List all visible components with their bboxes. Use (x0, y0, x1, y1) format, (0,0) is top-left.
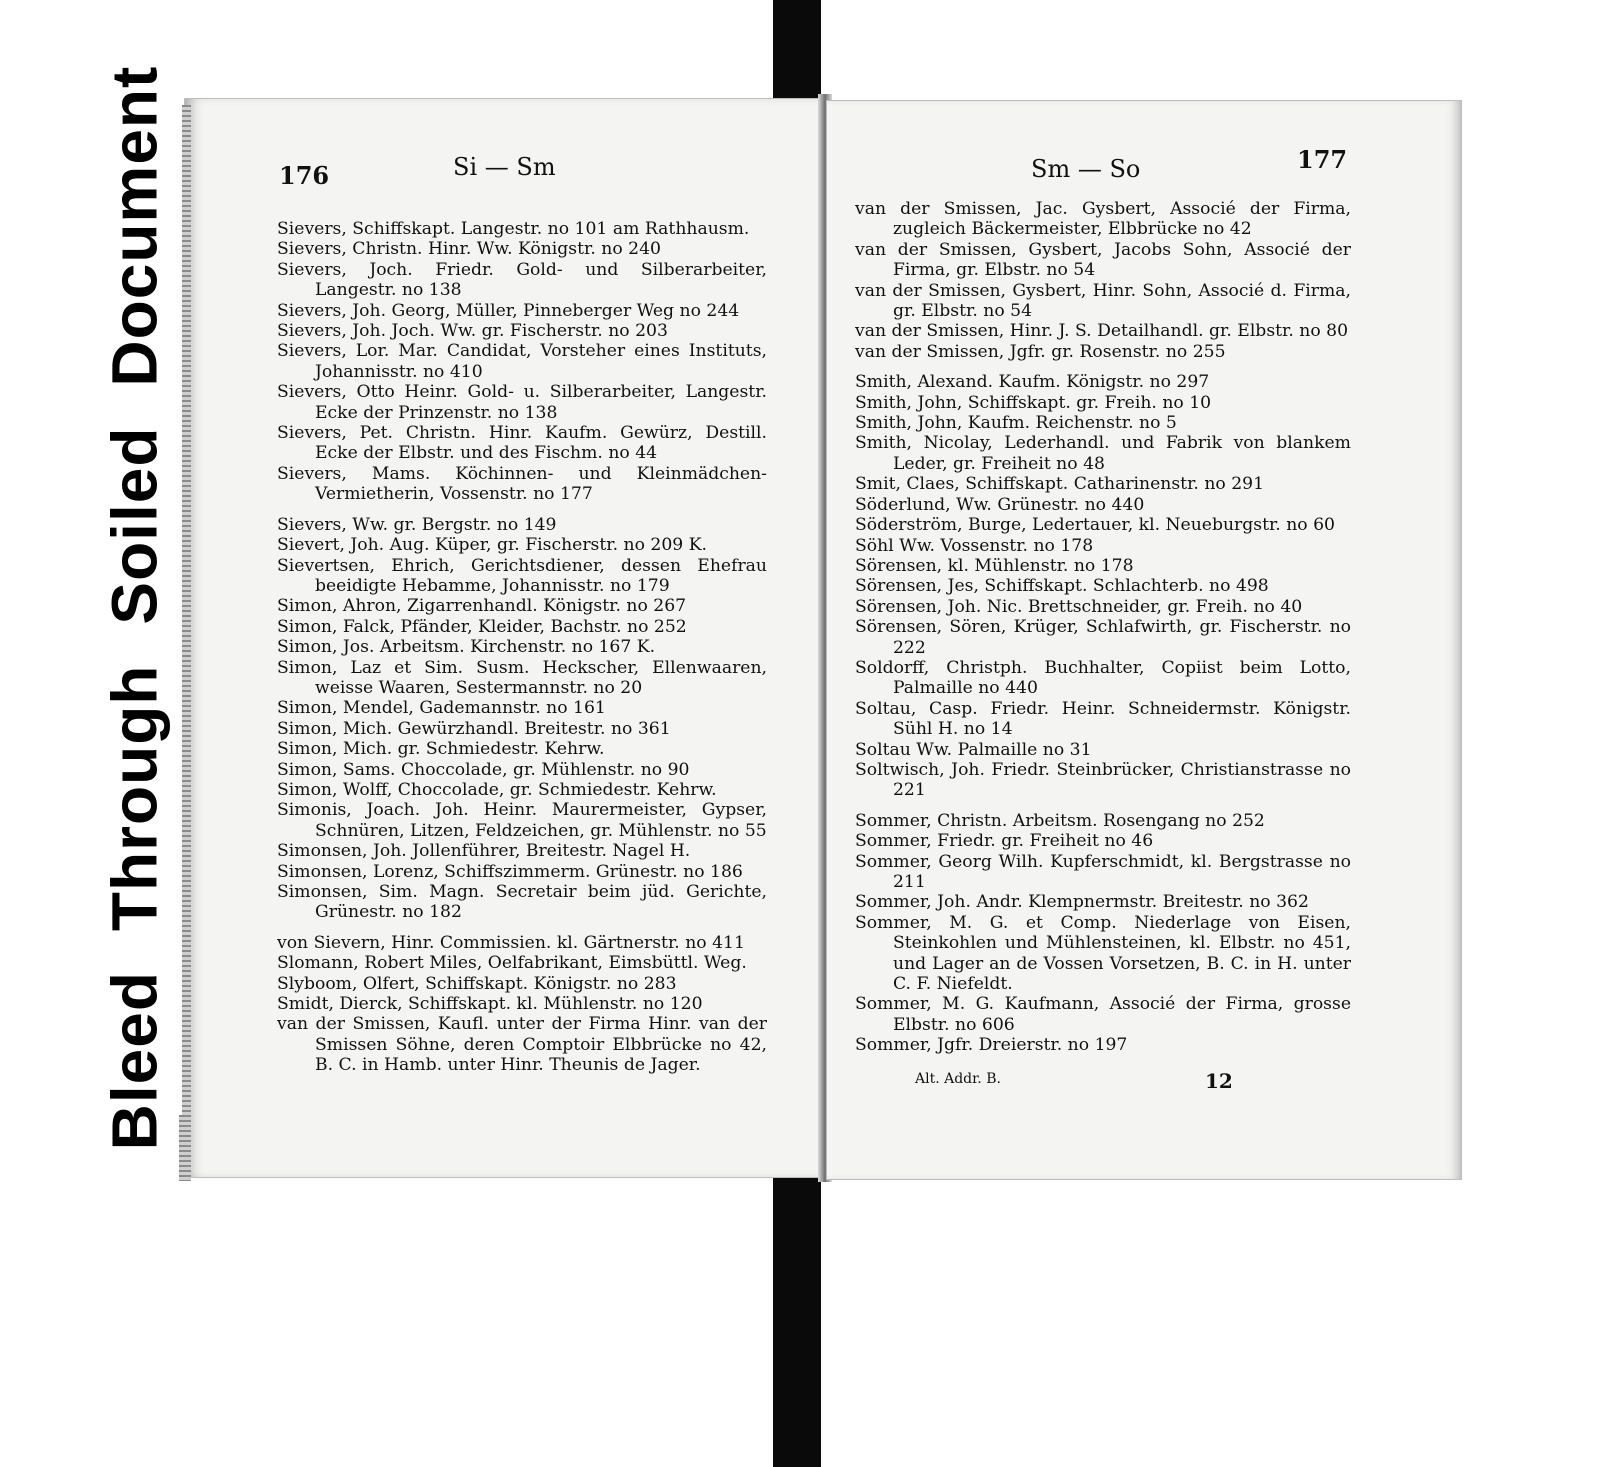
directory-entry: Sörensen, Sören, Krüger, Schlafwirth, gr. Fischerstr. no 222 (855, 617, 1351, 658)
directory-entry: Sievert, Joh. Aug. Küper, gr. Fischerstr. no 209 K. (277, 535, 707, 556)
directory-entry: Söhl Ww. Vossenstr. no 178 (855, 535, 1094, 556)
directory-entry: Simonsen, Joh. Jollenführer, Breitestr. Nagel H. (277, 841, 691, 862)
directory-entry: Sommer, Joh. Andr. Klempnermstr. Breitestr. no 362 (855, 892, 1309, 913)
directory-entry: Simon, Ahron, Zigarrenhandl. Königstr. no 267 (277, 596, 687, 617)
directory-entry: Simon, Falck, Pfänder, Kleider, Bachstr. no 252 (277, 616, 687, 637)
directory-entry: Soldorff, Christph. Buchhalter, Copiist beim Lotto, Palmaille no 440 (855, 657, 1351, 699)
directory-entry: Sörensen, Joh. Nic. Brettschneider, gr. Freih. no 40 (855, 596, 1303, 617)
directory-entry: Simonis, Joach. Joh. Heinr. Maurermeister, Gypser, Schnüren, Litzen, Feldzeichen, gr. Mühlenstr. no 55 (277, 800, 767, 841)
directory-entry: van der Smissen, Gysbert, Hinr. Sohn, Associé d. Firma, gr. Elbstr. no 54 (855, 280, 1351, 322)
left-entry-list (277, 219, 767, 1076)
directory-entry: Söderlund, Ww. Grünestr. no 440 (855, 494, 1145, 515)
directory-entry: Sommer, Christn. Arbeitsm. Rosengang no 252 (855, 810, 1265, 831)
directory-entry: Sievers, Pet. Christn. Hinr. Kaufm. Gewürz, Destill. Ecke der Elbstr. und des Fischm. no 44 (277, 423, 767, 464)
directory-entry: Sörensen, kl. Mühlenstr. no 178 (855, 555, 1134, 576)
right-page (826, 100, 1462, 1180)
directory-entry: Simon, Mich. Gewürzhandl. Breitestr. no 361 (277, 718, 671, 739)
left-page-number: 176 (279, 161, 330, 190)
banner-word-through: Through (98, 664, 171, 932)
directory-entry: Smidt, Dierck, Schiffskapt. kl. Mühlenstr. no 120 (277, 994, 703, 1015)
directory-entry: Sievers, Lor. Mar. Candidat, Vorsteher eines Instituts, Johannisstr. no 410 (277, 341, 767, 382)
binding-strap-top (773, 0, 821, 104)
directory-entry: Simon, Mendel, Gademannstr. no 161 (277, 698, 606, 719)
directory-entry: Sievers, Mams. Köchinnen- und Kleinmädchen-Vermietherin, Vossenstr. no 177 (277, 463, 767, 505)
directory-entry: Sommer, Jgfr. Dreierstr. no 197 (855, 1035, 1128, 1056)
directory-entry: Smith, Alexand. Kaufm. Königstr. no 297 (855, 372, 1210, 393)
open-book (184, 94, 1464, 1184)
directory-entry: Sörensen, Jes, Schiffskapt. Schlachterb. no 498 (855, 576, 1269, 597)
directory-entry: Sievers, Ww. gr. Bergstr. no 149 (277, 514, 557, 535)
directory-entry: von Sievern, Hinr. Commissien. kl. Gärtnerstr. no 411 (277, 932, 745, 953)
directory-entry: Sievertsen, Ehrich, Gerichtsdiener, dessen Ehefrau beeidigte Hebamme, Johannisstr. no 179 (277, 555, 767, 596)
directory-entry: Slomann, Robert Miles, Oelfabrikant, Eimsbüttl. Weg. (277, 953, 747, 974)
directory-entry: Smit, Claes, Schiffskapt. Catharinenstr. no 291 (855, 474, 1265, 495)
signature-mark: 12 (1205, 1069, 1233, 1093)
directory-entry: Smith, John, Schiffskapt. gr. Freih. no 10 (855, 392, 1212, 413)
banner-word-soiled: Soiled (98, 426, 171, 625)
directory-entry: Simon, Laz et Sim. Susm. Heckscher, Ellenwaaren, weisse Waaren, Sestermannstr. no 20 (277, 657, 767, 698)
directory-entry: Soltwisch, Joh. Friedr. Steinbrücker, Christianstrasse no 221 (855, 759, 1351, 801)
directory-entry: Soltau Ww. Palmaille no 31 (855, 739, 1092, 760)
directory-entry: Söderström, Burge, Ledertauer, kl. Neueburgstr. no 60 (855, 515, 1335, 536)
left-page (184, 98, 824, 1178)
directory-entry: Simon, Jos. Arbeitsm. Kirchenstr. no 167 K. (277, 637, 656, 658)
right-page-number: 177 (1297, 145, 1348, 174)
banner-word-bleed: Bleed (98, 971, 171, 1151)
directory-entry: Sievers, Otto Heinr. Gold- u. Silberarbeiter, Langestr. Ecke der Prinzenstr. no 138 (277, 382, 767, 423)
directory-entry: Simon, Mich. gr. Schmiedestr. Kehrw. (277, 739, 605, 760)
banner-word-document: Document (98, 65, 171, 387)
directory-entry: Smith, John, Kaufm. Reichenstr. no 5 (855, 413, 1177, 434)
directory-entry: Sievers, Joh. Georg, Müller, Pinneberger Weg no 244 (277, 300, 740, 321)
directory-entry: van der Smissen, Jac. Gysbert, Associé der Firma, zugleich Bäckermeister, Elbbrücke no 42 (855, 199, 1351, 240)
directory-entry: Simon, Sams. Choccolade, gr. Mühlenstr. no 90 (277, 759, 690, 780)
directory-entry: Simonsen, Sim. Magn. Secretair beim jüd. Gerichte, Grünestr. no 182 (277, 882, 767, 923)
binding-strap-bottom (773, 1169, 821, 1467)
directory-entry: Sommer, M. G. Kaufmann, Associé der Firma, grosse Elbstr. no 606 (855, 994, 1351, 1035)
directory-entry: Slyboom, Olfert, Schiffskapt. Königstr. no 283 (277, 973, 677, 994)
directory-entry: Sievers, Joh. Joch. Ww. gr. Fischerstr. no 203 (277, 321, 668, 342)
directory-entry: Sievers, Joch. Friedr. Gold- und Silberarbeiter, Langestr. no 138 (277, 259, 767, 301)
right-page-header: Sm — So (1031, 155, 1141, 183)
directory-entry: Smith, Nicolay, Lederhandl. und Fabrik von blankem Leder, gr. Freiheit no 48 (855, 433, 1351, 474)
directory-entry: van der Smissen, Kaufl. unter der Firma Hinr. van der Smissen Söhne, deren Comptoir Elbbrücke no 42, B. C. in Hamb. unter Hinr. Theunis de Jager. (277, 1014, 767, 1076)
directory-entry: Sievers, Christn. Hinr. Ww. Königstr. no 240 (277, 239, 661, 260)
directory-entry: van der Smissen, Hinr. J. S. Detailhandl. gr. Elbstr. no 80 (855, 321, 1349, 342)
directory-entry: Sievers, Schiffskapt. Langestr. no 101 am Rathhausm. (277, 219, 750, 239)
directory-entry: Simonsen, Lorenz, Schiffszimmerm. Grünestr. no 186 (277, 861, 743, 882)
right-entry-list (855, 199, 1351, 1056)
directory-entry: van der Smissen, Gysbert, Jacobs Sohn, Associé der Firma, gr. Elbstr. no 54 (855, 239, 1351, 281)
directory-entry: Simon, Wolff, Choccolade, gr. Schmiedestr. Kehrw. (277, 779, 717, 800)
directory-entry: Sommer, Friedr. gr. Freiheit no 46 (855, 831, 1154, 852)
directory-entry: Sommer, Georg Wilh. Kupferschmidt, kl. Bergstrasse no 211 (855, 851, 1351, 892)
footer-note: Alt. Addr. B. (915, 1071, 1001, 1087)
directory-entry: Soltau, Casp. Friedr. Heinr. Schneidermstr. Königstr. Sühl H. no 14 (855, 698, 1351, 740)
left-page-header: Si — Sm (453, 153, 556, 181)
directory-entry: van der Smissen, Jgfr. gr. Rosenstr. no 255 (855, 341, 1226, 362)
bleed-through-soiled-banner (86, 65, 182, 1151)
directory-entry: Sommer, M. G. et Comp. Niederlage von Eisen, Steinkohlen und Mühlensteinen, kl. Elbstr. no 451, und Lager an de Vossen Vorsetzen, B. C. in H. unter C. F. Niefeldt. (855, 912, 1351, 995)
